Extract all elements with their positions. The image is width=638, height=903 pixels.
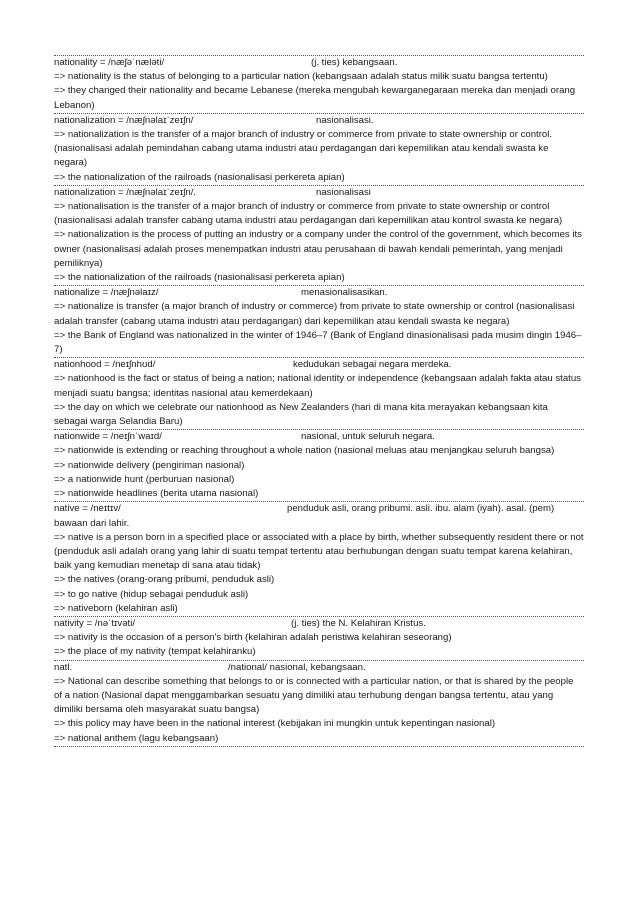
entry-head <box>54 286 584 300</box>
translation: /national/ nasional, kebangsaan. <box>228 661 366 673</box>
translation: nasionalisasi. <box>316 114 374 126</box>
entry-nationalization-2 <box>54 185 584 285</box>
headword: native = /neɪtɪv/ <box>54 503 121 515</box>
example-line: => nationwide headlines (berita utama nasional) <box>54 488 259 500</box>
example-line: => the natives (orang-orang pribumi, penduduk asli) <box>54 574 275 586</box>
headword: nationhood = /neɪʃnhʊd/ <box>54 359 156 371</box>
example-line: => to go native (hidup sebagai penduduk asli) <box>54 588 249 600</box>
example-line: => they changed their nationality and became Lebanese (mereka mengubah kewarganegaraan mereka dan menjadi orang Lebanon) <box>54 85 576 111</box>
entry-nationalization-1 <box>54 113 584 185</box>
example-line: => the place of my nativity (tempat kelahiranku) <box>54 646 256 658</box>
example-line: => the Bank of England was nationalized in the winter of 1946–7 (Bank of England dinasionalisasi pada musim dingin 1946–7) <box>54 329 582 356</box>
headword: nativity = /nəˈtɪvəti/ <box>54 617 135 629</box>
example-line: => national anthem (lagu kebangsaan) <box>54 732 219 744</box>
example-line: => the day on which we celebrate our nationhood as New Zealanders (hari di mana kita merayakan kebangsaan kita sebagai warga Selandia Baru) <box>54 401 548 428</box>
entry-nationalize <box>54 285 584 357</box>
entry-nationhood <box>54 357 584 429</box>
headword: nationalize = /næʃnəlaɪz/ <box>54 287 159 299</box>
translation: menasionalisasikan. <box>301 287 388 299</box>
headword: nationalization = /næʃnəlaɪˈzeɪʃn/. <box>54 186 197 198</box>
translation: nasionalisasi <box>316 186 371 198</box>
example-line: => the nationalization of the railroads (nasionalisasi perkereta apian) <box>54 171 345 183</box>
example-line: => nationalization is the process of putting an industry or a company under the control of the government, which becomes its owner (nasionalisasi adalah proses menempatkan industri atau perusahaan di bawah kendali pemerintah, yang menjadi pemiliknya) <box>54 229 582 269</box>
entry-native <box>54 501 584 616</box>
translation: (j. ties) the N. Kelahiran Kristus. <box>291 617 426 629</box>
example-line: => nationalisation is the transfer of a major branch of industry or commerce from private to state ownership or control (nasionalisasi adalah transfer cabang utama industri atau perdagangan dari kepemilikan atau kontrol swasta ke negara) <box>54 201 563 227</box>
example-line: => nativeborn (kelahiran asli) <box>54 602 178 614</box>
example-line: => nationwide delivery (pengiriman nasional) <box>54 459 245 471</box>
headword: nationalization = /næʃnəlaɪˈzeɪʃn/ <box>54 114 194 126</box>
translation: kedudukan sebagai negara merdeka. <box>293 359 452 371</box>
example-line: => nationality is the status of belonging to a particular nation (kebangsaan adalah status milik suatu bangsa tertentu) <box>54 71 548 83</box>
entry-head <box>54 617 584 631</box>
entry-nationwide <box>54 429 584 501</box>
entry-head <box>54 502 584 530</box>
example-line: => nationalize is transfer (a major branch of industry or commerce) from private to state ownership or control (nasionalisasi adalah transfer (cabang utama industri atau perdagangan) dari kepemilikan atau kendali swasta ke negara) <box>54 301 575 327</box>
translation: penduduk asli, orang pribumi. asli. ibu. alam (iyah). asal. (pem) bawaan dari lahir. <box>54 503 555 529</box>
entry-head <box>54 186 584 200</box>
entry-head <box>54 661 584 675</box>
example-line: => nationalization is the transfer of a major branch of industry or commerce from private to state ownership or control. (nasionalisasi adalah pemindahan cabang utama industri atau perdagangan dari kepemilikan atau kendali swasta ke negara) <box>54 129 553 169</box>
entry-natl <box>54 660 584 747</box>
example-line: => nationwide is extending or reaching throughout a whole nation (nasional meluas atau menjangkau seluruh bangsa) <box>54 445 555 457</box>
translation: (j. ties) kebangsaan. <box>311 57 398 68</box>
entry-head <box>54 114 584 128</box>
example-line: => nativity is the occasion of a person's birth (kelahiran adalah peristiwa kelahiran seseorang) <box>54 632 452 644</box>
translation: nasional, untuk seluruh negara. <box>301 431 435 443</box>
headword: natl. <box>54 661 73 673</box>
entry-head <box>54 430 584 444</box>
headword: nationality = /næʃəˈnæləti/ <box>54 57 165 68</box>
example-line: => National can describe something that belongs to or is connected with a particular nation, or that is shared by the people of a nation (Nasional dapat menggambarkan sesuatu yang dimiliki atau terhubung dengan bangsa tertentu, atau yang dimiliki bersama oleh masyarakat suatu bangsa) <box>54 675 574 716</box>
dictionary-page <box>54 55 584 747</box>
example-line: => a nationwide hunt (perburuan nasional) <box>54 473 235 485</box>
headword: nationwide = /neɪʃnˈwaɪd/ <box>54 431 162 443</box>
example-line: => the nationalization of the railroads (nasionalisasi perkereta apian) <box>54 272 345 284</box>
entry-nativity <box>54 616 584 660</box>
entry-head <box>54 56 584 70</box>
example-line: => this policy may have been in the national interest (kebijakan ini mungkin untuk kepentingan nasional) <box>54 718 496 730</box>
entry-head <box>54 358 584 372</box>
example-line: => nationhood is the fact or status of being a nation; national identity or independence (kebangsaan adalah fakta atau status menjadi suatu bangsa; identitas nasional atau kemerdekaan) <box>54 373 581 399</box>
entry-nationality <box>54 55 584 113</box>
example-line: => native is a person born in a specified place or associated with a place by birth, whether subsequently resident there or not (penduduk asli adalah orang yang lahir di suatu tempat tertentu atau berhubungan dengan suatu tempat karena kelahiran, baik yang kemudian menetap di sana atau tidak) <box>54 531 584 572</box>
